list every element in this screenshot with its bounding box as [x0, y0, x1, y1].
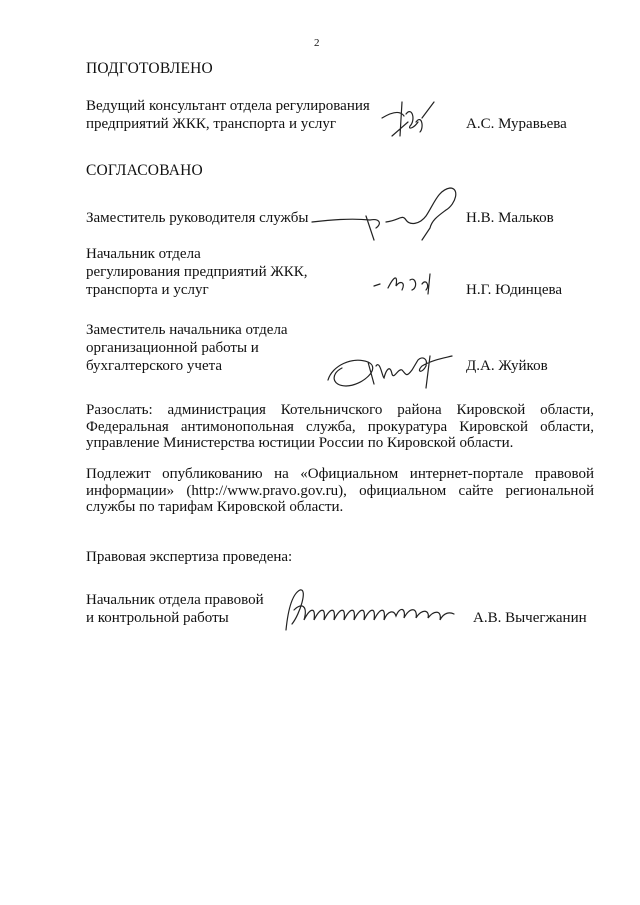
signer-name: Н.Г. Юдинцева [466, 282, 563, 298]
signer-position-line: Заместитель руководителя службы [86, 210, 309, 226]
page-number: 2 [314, 37, 320, 49]
prepared-heading: ПОДГОТОВЛЕНО [86, 60, 213, 77]
signer-name: Н.В. Мальков [466, 210, 554, 226]
signer-position-line: Заместитель начальника отдела [86, 322, 288, 338]
signer-position-line: организационной работы и [86, 340, 259, 356]
legal-review-statement: Правовая экспертиза проведена: [86, 549, 293, 565]
signature-yudintseva [370, 266, 450, 298]
prepared-position-line2: предприятий ЖКК, транспорта и услуг [86, 116, 337, 132]
signature-muravyeva [372, 92, 444, 152]
agreed-heading: СОГЛАСОВАНО [86, 162, 203, 179]
signature-malkov [310, 180, 470, 250]
legal-review-position-line2: и контрольной работы [86, 610, 229, 626]
prepared-position-line1: Ведущий консультант отдела регулирования [86, 98, 370, 114]
signer-position-line: бухгалтерского учета [86, 358, 223, 374]
legal-review-position-line1: Начальник отдела правовой [86, 592, 264, 608]
signer-name: Д.А. Жуйков [466, 358, 548, 374]
publication-paragraph: Подлежит опубликованию на «Официальном интернет-портале правовой информации» (http://www.pravo.gov.ru), официальном сайте региональной службы по тарифам Кировской области. [86, 466, 594, 515]
signer-position-line: Начальник отдела [86, 246, 201, 262]
signature-vychegzhanin [278, 580, 464, 636]
distribution-paragraph: Разослать: администрация Котельничского района Кировской области, Федеральная антимонопольная служба, прокуратура Кировской области, управление Министерства юстиции России по Кировской области. [86, 402, 594, 451]
signer-position-line: регулирования предприятий ЖКК, [86, 264, 308, 280]
prepared-name: А.С. Муравьева [466, 116, 567, 132]
signature-zhuykov [322, 340, 462, 396]
legal-review-name: А.В. Вычегжанин [473, 610, 587, 626]
signer-position-line: транспорта и услуг [86, 282, 209, 298]
